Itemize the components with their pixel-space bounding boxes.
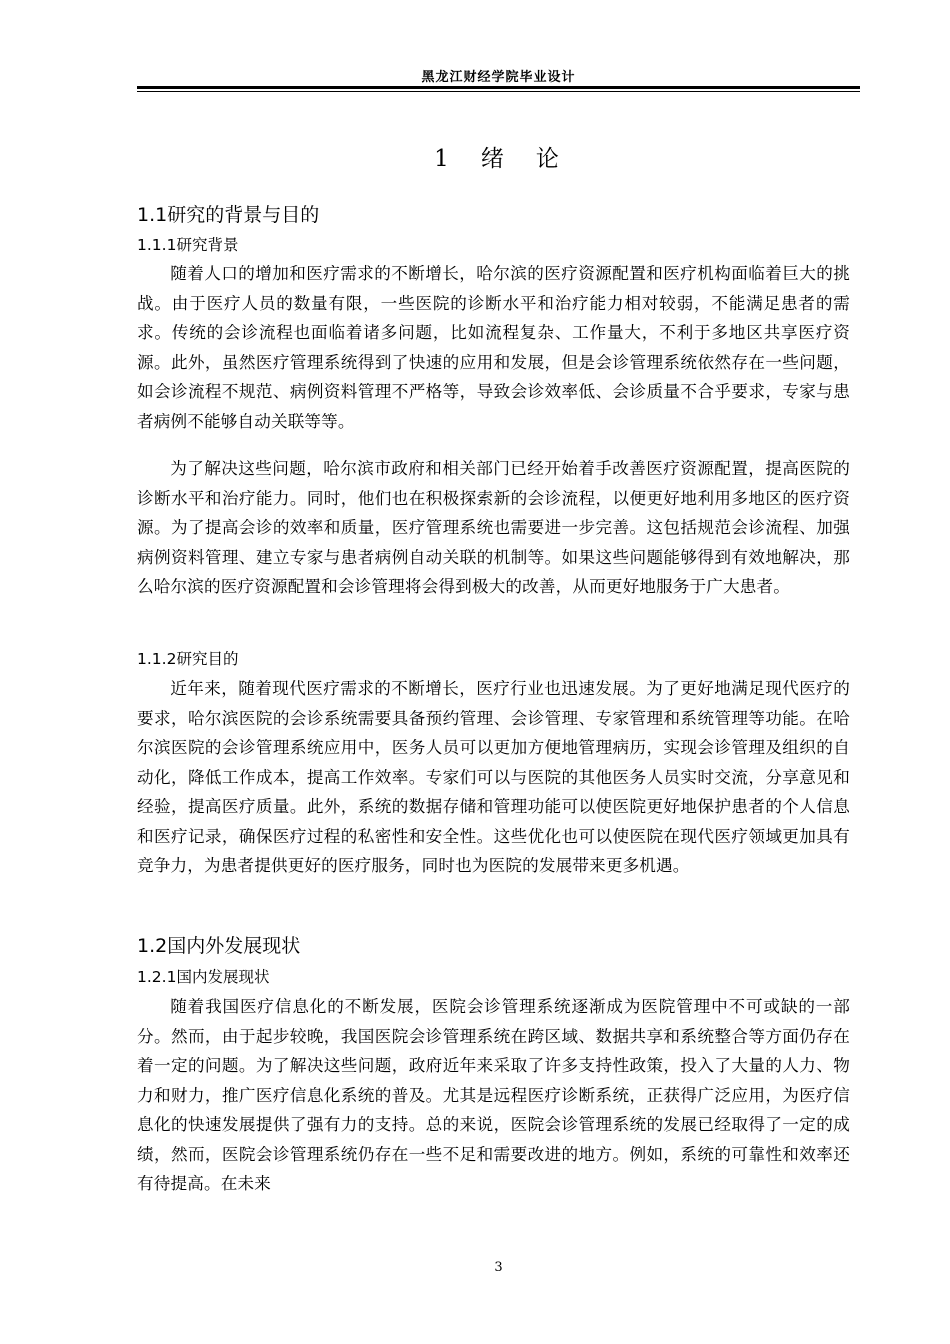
subsection-heading-1-2-1: 1.2.1国内发展现状: [137, 968, 270, 986]
section-heading-1-1: 1.1研究的背景与目的: [137, 204, 320, 226]
chapter-title-char-1: 绪: [480, 146, 508, 172]
chapter-title: [137, 140, 860, 173]
subsection-heading-1-1-2: 1.1.2研究目的: [137, 650, 239, 668]
subsection-heading-1-1-1: 1.1.1研究背景: [137, 236, 239, 254]
paragraph-background-2: 为了解决这些问题，哈尔滨市政府和相关部门已经开始着手改善医疗资源配置，提高医院的诊断水平和治疗能力。同时，他们也在积极探索新的会诊流程，以便更好地利用多地区的医疗资源。为了提高会诊的效率和质量，医疗管理系统也需要进一步完善。这包括规范会诊流程、加强病例资料管理、建立专家与患者病例自动关联的机制等。如果这些问题能够得到有效地解决，那么哈尔滨的医疗资源配置和会诊管理将会得到极大的改善，从而更好地服务于广大患者。: [137, 459, 850, 596]
paragraph-purpose: 近年来，随着现代医疗需求的不断增长，医疗行业也迅速发展。为了更好地满足现代医疗的要求，哈尔滨医院的会诊系统需要具备预约管理、会诊管理、专家管理和系统管理等功能。在哈尔滨医院的会诊管理系统应用中，医务人员可以更加方便地管理病历，实现会诊管理及组织的自动化，降低工作成本，提高工作效率。专家们可以与医院的其他医务人员实时交流，分享意见和经验，提高医疗质量。此外，系统的数据存储和管理功能可以使医院更好地保护患者的个人信息和医疗记录，确保医疗过程的私密性和安全性。这些优化也可以使医院在现代医疗领域更加具有竞争力，为患者提供更好的医疗服务，同时也为医院的发展带来更多机遇。: [137, 679, 850, 875]
paragraph-background-1: 随着人口的增加和医疗需求的不断增长，哈尔滨的医疗资源配置和医疗机构面临着巨大的挑战。由于医疗人员的数量有限，一些医院的诊断水平和治疗能力相对较弱，不能满足患者的需求。传统的会诊流程也面临着诸多问题，比如流程复杂、工作量大，不利于多地区共享医疗资源。此外，虽然医疗管理系统得到了快速的应用和发展，但是会诊管理系统依然存在一些问题，如会诊流程不规范、病例资料管理不严格等，导致会诊效率低、会诊质量不合乎要求，专家与患者病例不能够自动关联等等。: [137, 264, 850, 431]
header-rule-thin: [137, 91, 860, 92]
section-heading-1-2: 1.2国内外发展现状: [137, 935, 301, 957]
paragraph-domestic: 随着我国医疗信息化的不断发展，医院会诊管理系统逐渐成为医院管理中不可或缺的一部分。然而，由于起步较晚，我国医院会诊管理系统在跨区域、数据共享和系统整合等方面仍存在着一定的问题。为了解决这些问题，政府近年来采取了许多支持性政策，投入了大量的人力、物力和财力，推广医疗信息化系统的普及。尤其是远程医疗诊断系统，正获得广泛应用，为医疗信息化的快速发展提供了强有力的支持。总的来说，医院会诊管理系统的发展已经取得了一定的成绩，然而，医院会诊管理系统仍存在一些不足和需要改进的地方。例如，系统的可靠性和效率还有待提高。在未来: [137, 997, 850, 1193]
header-rule: [137, 86, 860, 89]
chapter-number: 1: [434, 146, 453, 172]
chapter-title-char-2: 论: [535, 146, 563, 172]
running-header: 黑龙江财经学院毕业设计: [421, 70, 576, 85]
page-number: 3: [494, 1260, 503, 1275]
